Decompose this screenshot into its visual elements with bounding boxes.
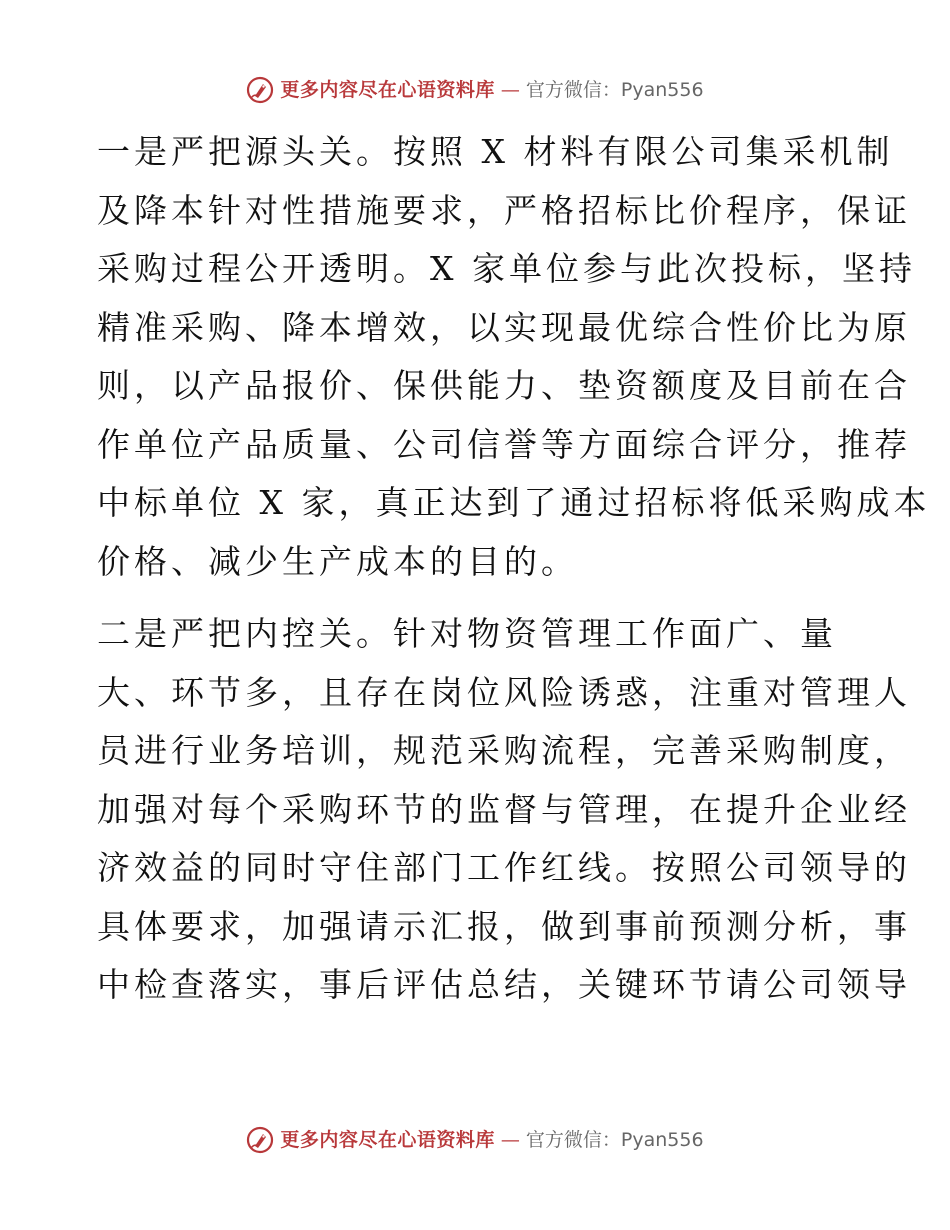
text-line: 二是严把内控关。针对物资管理工作面广、量 [97, 614, 837, 653]
watermark-dash: — [500, 79, 520, 101]
pen-nib-circle-icon [246, 76, 274, 104]
watermark-brand: 更多内容尽在心语资料库 [280, 79, 495, 101]
watermark-contact: 官方微信：Pyan556 [525, 1129, 704, 1151]
paragraph-1 [97, 123, 931, 591]
text-line: 具体要求，加强请示汇报，做到事前预测分析，事 [97, 906, 911, 946]
watermark-dash: — [500, 1129, 520, 1151]
watermark-contact: 官方微信：Pyan556 [525, 79, 704, 101]
footer-watermark [0, 1126, 950, 1154]
text-line: 一是严把源头关。按照 X 材料有限公司集采机制 [97, 132, 894, 171]
pen-nib-circle-icon [246, 1126, 274, 1154]
text-line: 中标单位 X 家，真正达到了通过招标将低采购成本 [97, 483, 931, 522]
text-line: 采购过程公开透明。X 家单位参与此次投标，坚持 [97, 249, 916, 288]
text-line: 济效益的同时守住部门工作红线。按照公司领导的 [97, 848, 911, 887]
text-line: 则，以产品报价、保供能力、垫资额度及目前在合 [97, 366, 911, 405]
header-watermark [0, 76, 950, 104]
text-line: 价格、减少生产成本的目的。 [97, 541, 578, 581]
watermark-brand: 更多内容尽在心语资料库 [280, 1129, 495, 1151]
document-body [97, 123, 931, 1015]
text-line: 加强对每个采购环节的监督与管理，在提升企业经 [97, 789, 911, 829]
text-line: 中检查落实，事后评估总结，关键环节请公司领导 [97, 965, 911, 1004]
text-line: 大、环节多，且存在岗位风险诱惑，注重对管理人 [97, 672, 911, 712]
text-line: 精准采购、降本增效，以实现最优综合性价比为原 [97, 307, 911, 347]
text-line: 员进行业务培训，规范采购流程，完善采购制度， [97, 731, 911, 770]
paragraph-2 [97, 605, 911, 1015]
text-line: 及降本针对性措施要求，严格招标比价程序，保证 [97, 190, 911, 230]
text-line: 作单位产品质量、公司信誉等方面综合评分，推荐 [97, 424, 911, 464]
